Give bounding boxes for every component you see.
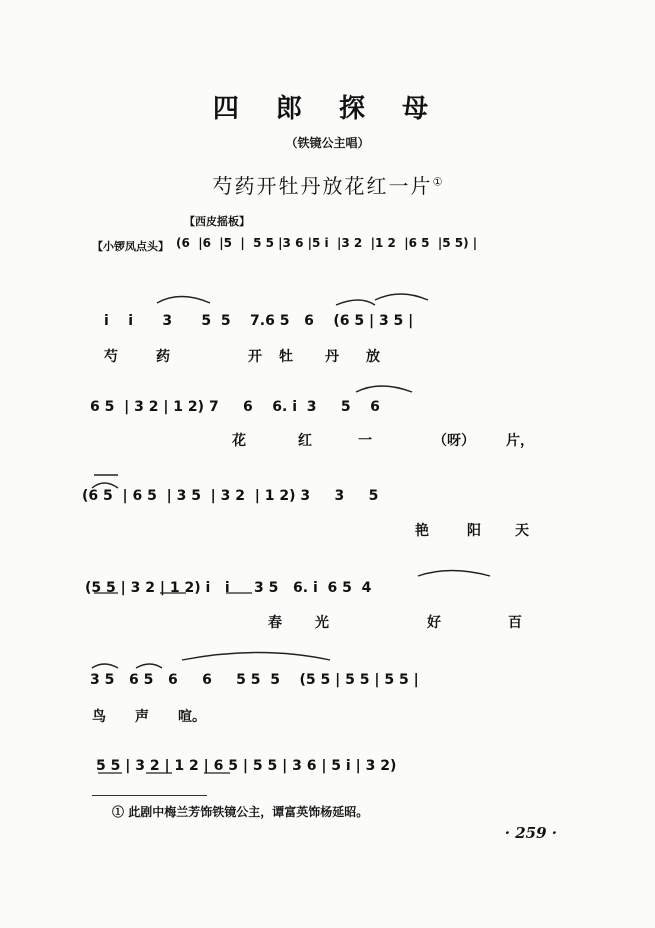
- slur-6: [418, 571, 490, 577]
- notation-line-1: (6 |6 |5 | 5 5 |3 6 |5 i |3 2 |1 2 |6 5 |5 5) |: [176, 236, 478, 250]
- slur-8: [136, 664, 162, 668]
- notation-line-6: 3 5 6 5 6 6 5 5 5 (5 5 | 5 5 | 5 5 |: [90, 672, 419, 688]
- lyric-4-2: 阳: [467, 523, 481, 539]
- page-number: · 259 ·: [504, 824, 557, 842]
- lyric-2-3: 开: [248, 349, 262, 365]
- lyric-2-1: 芍: [104, 349, 118, 365]
- lyric-6-2: 声: [135, 709, 149, 725]
- slur-2: [336, 300, 375, 305]
- lyric-3-4: （呀）: [433, 433, 475, 449]
- slur-5: [92, 483, 118, 488]
- singer-note: （铁镜公主唱）: [285, 136, 370, 150]
- tempo-label: 【西皮摇板】: [184, 215, 250, 228]
- lyric-5-3: 好: [427, 615, 441, 631]
- notation-line-3: 6 5 | 3 2 | 1 2) 7 6 6. i 3 5 6: [90, 399, 380, 415]
- footnote-marker: ①: [112, 805, 125, 819]
- intro-label: 【小锣凤点头】: [92, 240, 169, 253]
- lyric-6-1: 鸟: [92, 709, 106, 725]
- slur-1: [157, 297, 210, 304]
- slur-7: [92, 664, 118, 668]
- notation-line-2: i i 3 5 5 7.6 5 6 (6 5 | 3 5 |: [104, 313, 414, 329]
- lyric-2-2: 药: [156, 349, 170, 365]
- slur-9: [182, 653, 330, 661]
- lyric-5-2: 光: [315, 615, 329, 631]
- notation-line-7: 5 5 | 3 2 | 1 2 | 6 5 | 5 5 | 3 6 | 5 i | 3 2): [96, 758, 397, 774]
- lyric-3-1: 花: [232, 433, 246, 449]
- lyric-4-1: 艳: [415, 523, 429, 539]
- lyric-3-2: 红: [298, 433, 312, 449]
- footnote-text: 此剧中梅兰芳饰铁镜公主，谭富英饰杨延昭。: [128, 805, 369, 819]
- lyric-2-4: 牡: [279, 349, 293, 365]
- lyric-2-5: 丹: [325, 349, 339, 365]
- slur-4: [356, 386, 412, 392]
- slur-3: [375, 294, 428, 300]
- lyric-3-3: 一: [358, 433, 372, 449]
- lyric-4-3: 天: [515, 523, 529, 539]
- footnote-ref: ①: [432, 175, 443, 189]
- notation-line-5: (5 5 | 3 2 | 1 2) i i 3 5 6. i 6 5 4: [85, 580, 372, 596]
- song-title-text: 芍药开牡丹放花红一片: [212, 174, 433, 198]
- lyric-2-6: 放: [366, 349, 380, 365]
- notation-line-4: (6 5 | 6 5 | 3 5 | 3 2 | 1 2) 3 3 5: [82, 488, 379, 504]
- lyric-3-5: 片，: [506, 433, 534, 449]
- page-title: 四 郎 探 母: [212, 94, 443, 124]
- lyric-5-4: 百: [508, 615, 522, 631]
- lyric-5-1: 春: [268, 615, 282, 631]
- lyric-6-3: 喧。: [178, 709, 206, 725]
